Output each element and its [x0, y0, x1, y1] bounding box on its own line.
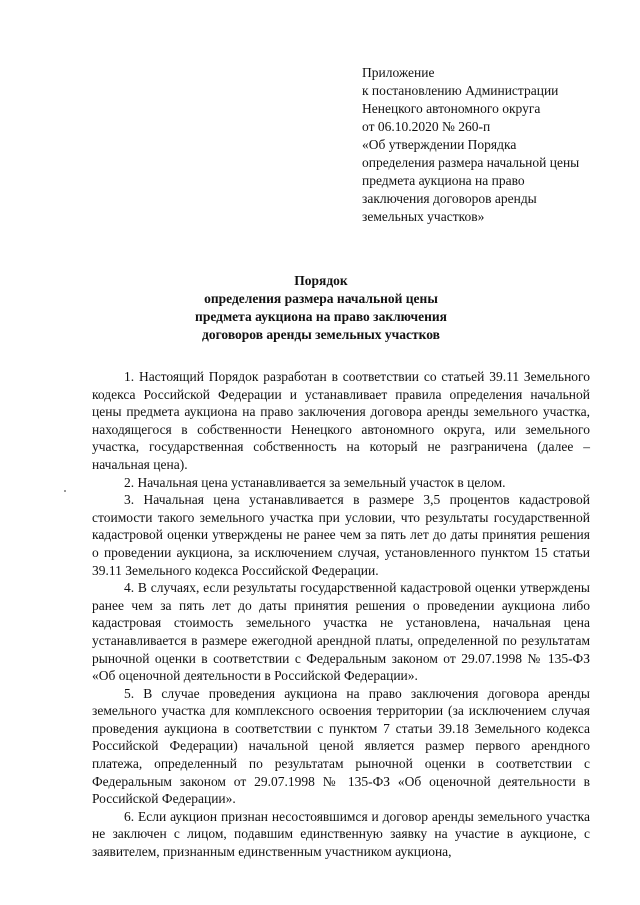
paragraph-2: 2. Начальная цена устанавливается за земельный участок в целом.: [124, 474, 506, 490]
appendix-line: к постановлению Администрации: [362, 83, 559, 98]
title-line: определения размера начальной цены: [204, 291, 438, 306]
document-body: [92, 368, 590, 861]
appendix-line: Ненецкого автономного округа: [362, 101, 541, 116]
paragraph-4: 4. В случаях, если результаты государственной кадастровой оценки утверждены ранее чем за пять лет до даты принятия решения о проведении аукциона либо кадастровая стоимость земельного участка не установлена, начальная цена устанавливается в размере ежегодной арендной платы, определенной по результатам рыночной оценки в соответствии с Федеральным законом от 29.07.1998 № 135-ФЗ «Об оценочной деятельности в Российской Федерации».: [92, 580, 590, 684]
appendix-line: «Об утверждении Порядка: [362, 137, 517, 152]
appendix-line: определения размера начальной цены: [362, 155, 580, 170]
appendix-line: Приложение: [362, 65, 435, 80]
document-title: [92, 272, 550, 344]
appendix-line: земельных участков»: [362, 209, 485, 224]
title-line: Порядок: [294, 273, 348, 288]
appendix-block: [362, 64, 612, 226]
paragraph-6: 6. Если аукцион признан несостоявшимся и договор аренды земельного участка не заключен с лицом, подавшим единственную заявку на участие в аукционе, с заявителем, признанным единственным участником аукциона,: [92, 808, 590, 860]
appendix-line: заключения договоров аренды: [362, 191, 537, 206]
paragraph-3: 3. Начальная цена устанавливается в размере 3,5 процентов кадастровой стоимости такого земельного участка при условии, что результаты государственной кадастровой оценки утверждены не ранее чем за пять лет до даты принятия решения о проведении аукциона, за исключением случая, установленного пунктом 15 статьи 39.11 Земельного кодекса Российской Федерации.: [92, 492, 590, 578]
appendix-line: предмета аукциона на право: [362, 173, 525, 188]
title-line: договоров аренды земельных участков: [202, 327, 440, 342]
paragraph-5: 5. В случае проведения аукциона на право заключения договора аренды земельного участка для комплексного освоения территории (за исключением случая проведения аукциона в соответствии с пунктом 7 статьи 39.18 Земельного кодекса Российской Федерации) начальной ценой является размер первого арендного платежа, определенный по результатам рыночной оценки в соответствии с Федеральным законом от 29.07.1998 № 135-ФЗ «Об оценочной деятельности в Российской Федерации».: [92, 685, 590, 807]
paragraph-1: 1. Настоящий Порядок разработан в соответствии со статьей 39.11 Земельного кодекса Российской Федерации и устанавливает правила определения начальной цены предмета аукциона на право заключения договора аренды земельного участка, находящегося в собственности Ненецкого автономного округа, или земельного участка, государственная собственность на который не разграничена (далее – начальная цена).: [92, 369, 590, 472]
scan-speck: [64, 490, 66, 492]
title-line: предмета аукциона на право заключения: [195, 309, 447, 324]
appendix-line: от 06.10.2020 № 260-п: [362, 119, 491, 134]
